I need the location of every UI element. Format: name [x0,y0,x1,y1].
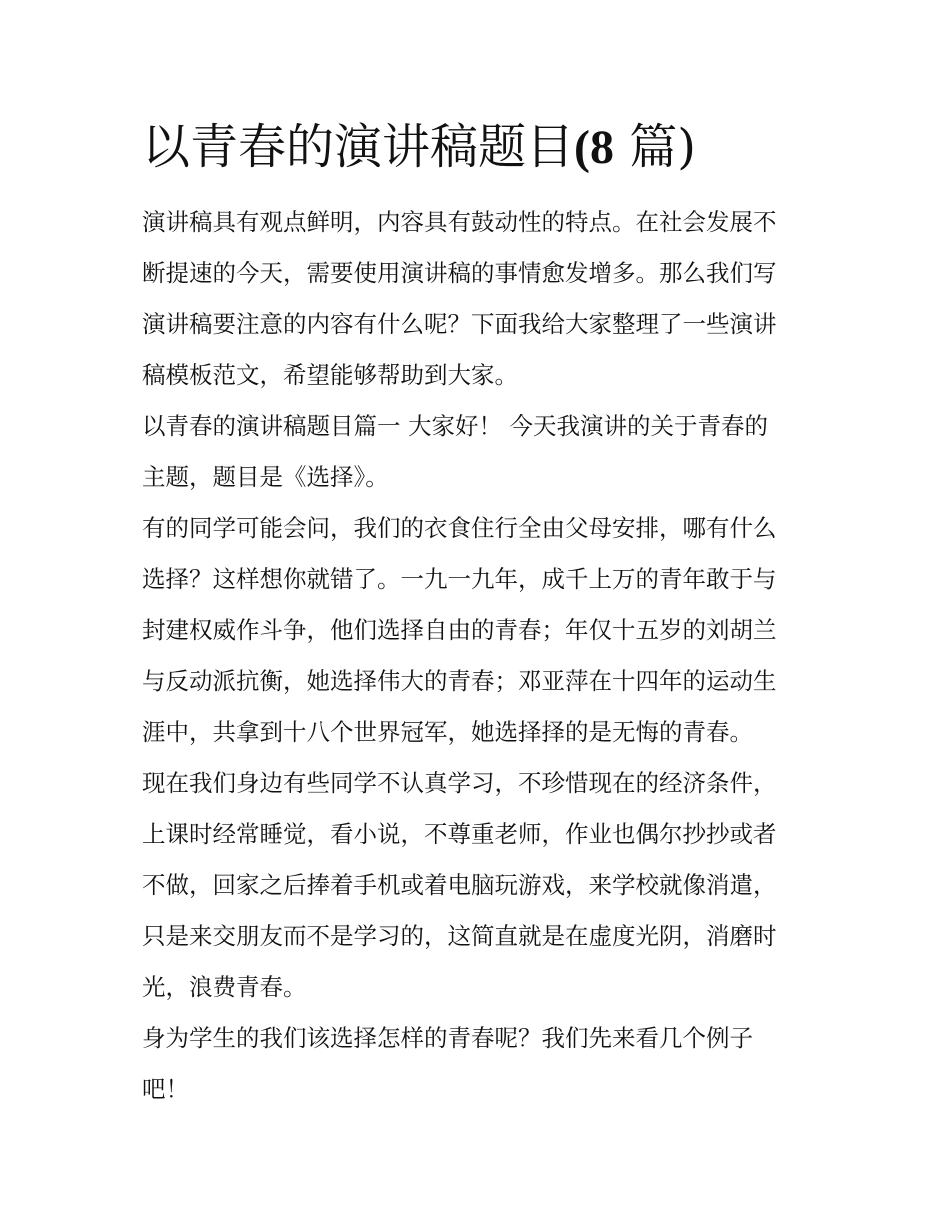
text-line: 选择？这样想你就错了。一九一九年，成千上万的青年敢于与 [142,565,777,593]
paragraph [142,1013,814,1115]
text-line: 稿模板范文，希望能够帮助到大家。 [142,361,518,389]
text-line: 与反动派抗衡，她选择伟大的青春；邓亚萍在十四年的运动生 [142,667,777,695]
text-line: 吧！ [142,1075,189,1103]
title-suffix: 篇) [629,119,696,175]
text-line: 主题，题目是《选择》。 [142,463,389,491]
text-line: 光，浪费青春。 [142,973,307,1001]
paragraph [142,197,814,401]
text-line: 演讲稿要注意的内容有什么呢？下面我给大家整理了一些演讲 [142,310,777,338]
text-line: 封建权威作斗争，他们选择自由的青春；年仅十五岁的刘胡兰 [142,616,777,644]
text-line: 不做，回家之后捧着手机或着电脑玩游戏，来学校就像消遣， [142,871,777,899]
text-line: 现在我们身边有些同学不认真学习，不珍惜现在的经济条件， [142,769,777,797]
page-title [142,116,696,179]
text-line: 身为学生的我们该选择怎样的青春呢？我们先来看几个例子 [142,1024,753,1052]
text-line: 有的同学可能会问，我们的衣食住行全由父母安排，哪有什么 [142,514,777,542]
title-text: 以青春的演讲稿题目 [142,119,575,175]
paragraph [142,503,814,758]
text-line: 上课时经常睡觉，看小说，不尊重老师，作业也偶尔抄抄或者 [142,820,777,848]
text-line: 演讲稿具有观点鲜明，内容具有鼓动性的特点。在社会发展不 [142,208,777,236]
text-line: 涯中，共拿到十八个世界冠军，她选择择的是无悔的青春。 [142,718,753,746]
text-line: 以青春的演讲稿题目篇一 大家好！ 今天我演讲的关于青春的 [142,412,768,440]
title-count: (8 [574,121,614,174]
paragraph [142,758,814,1013]
document-body [142,197,814,1115]
text-line: 断提速的今天，需要使用演讲稿的事情愈发增多。那么我们写 [142,259,777,287]
text-line: 只是来交朋友而不是学习的，这简直就是在虚度光阴，消磨时 [142,922,777,950]
paragraph [142,401,814,503]
